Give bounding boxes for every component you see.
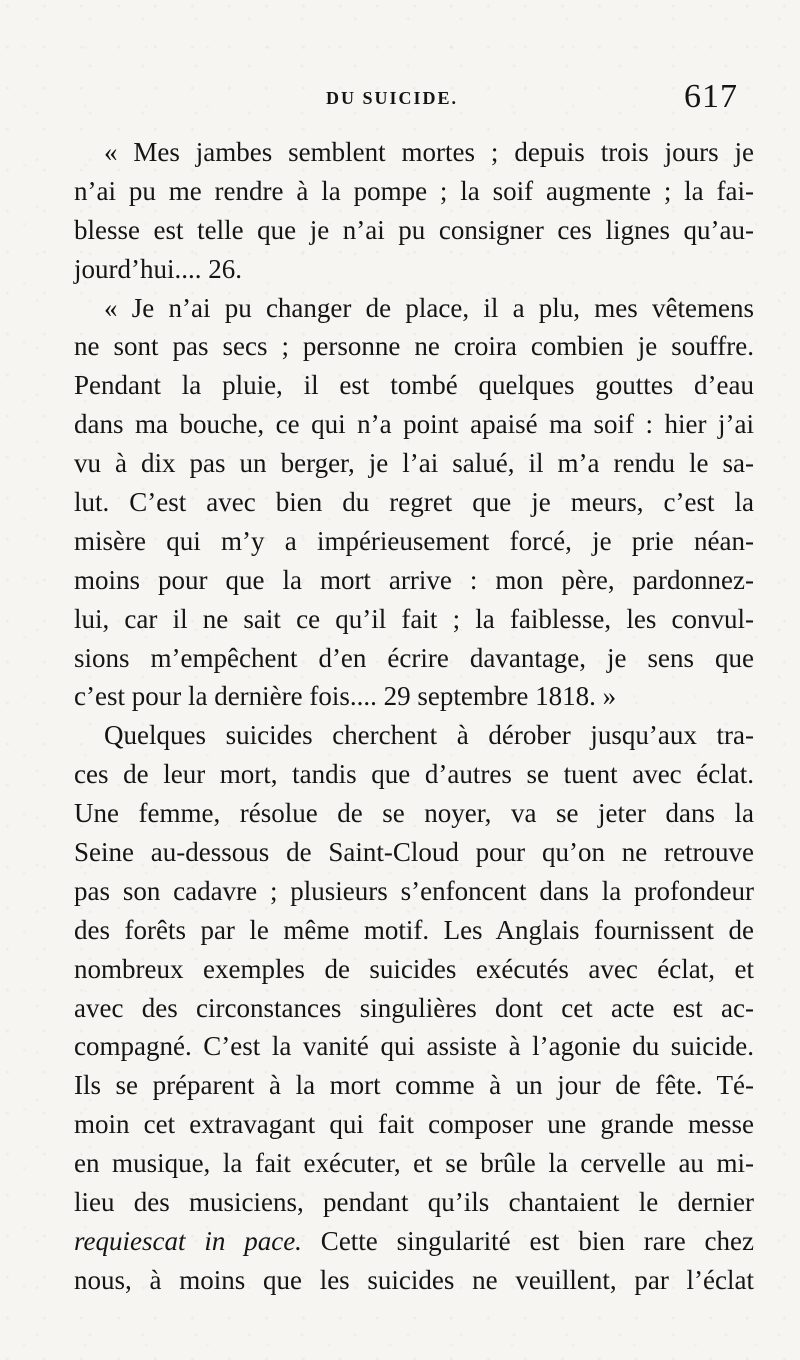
italic-phrase: requiescat in pace.	[74, 1225, 302, 1256]
text-line: lieu des musiciens, pendant qu’ils chantaient le dernier	[74, 1187, 754, 1218]
text-line: avec des circonstances singulières dont cet acte est ac-	[74, 992, 754, 1023]
text-line: en musique, la fait exécuter, et se brûle la cervelle au mi-	[74, 1148, 754, 1179]
page-header	[0, 78, 800, 118]
text-line: Quelques suicides cherchent à dérober jusqu’aux tra-	[104, 720, 754, 751]
text-line: ces de leur mort, tandis que d’autres se tuent avec éclat.	[74, 759, 754, 790]
text-line: lui, car il ne sait ce qu’il fait ; la faiblesse, les convul-	[74, 603, 754, 634]
page-number: 617	[684, 78, 738, 115]
text-line: c’est pour la dernière fois.... 29 septembre 1818. »	[74, 681, 617, 712]
text-line: Ils se préparent à la mort comme à un jour de fête. Té-	[74, 1070, 754, 1101]
text-line: lut. C’est avec bien du regret que je meurs, c’est la	[74, 487, 754, 518]
text-line: compagné. C’est la vanité qui assiste à l’agonie du suicide.	[74, 1031, 754, 1062]
text-line: moins pour que la mort arrive : mon père, pardonnez-	[74, 564, 754, 595]
text-line: n’ai pu me rendre à la pompe ; la soif augmente ; la fai-	[74, 175, 754, 206]
text-line: Seine au-dessous de Saint-Cloud pour qu’on ne retrouve	[74, 837, 754, 868]
text-line: blesse est telle que je n’ai pu consigner ces lignes qu’au-	[74, 214, 754, 245]
text-line: nous, à moins que les suicides ne veuillent, par l’éclat	[74, 1264, 754, 1295]
text-line: ne sont pas secs ; personne ne croira combien je souffre.	[74, 331, 754, 362]
text-line: « Je n’ai pu changer de place, il a plu, mes vêtemens	[104, 292, 754, 323]
page-text	[74, 133, 754, 1300]
running-title: DU SUICIDE.	[326, 88, 459, 108]
text-line: pas son cadavre ; plusieurs s’enfoncent dans la profondeur	[74, 875, 754, 906]
text-line: sions m’empêchent d’en écrire davantage, je sens que	[74, 642, 754, 673]
text-line: des forêts par le même motif. Les Anglais fournissent de	[74, 914, 754, 945]
text-line: moin cet extravagant qui fait composer une grande messe	[74, 1109, 754, 1140]
text-line: Pendant la pluie, il est tombé quelques gouttes d’eau	[74, 370, 754, 401]
text-line: misère qui m’y a impérieusement forcé, je prie néan-	[74, 525, 754, 556]
text-line-rest: Cette singularité est bien rare chez	[301, 1225, 754, 1256]
text-line: jourd’hui.... 26.	[74, 253, 242, 284]
text-line: nombreux exemples de suicides exécutés avec éclat, et	[74, 953, 754, 984]
text-line: dans ma bouche, ce qui n’a point apaisé ma soif : hier j’ai	[74, 409, 754, 440]
text-line-with-italic	[74, 1222, 754, 1261]
text-line: Une femme, résolue de se noyer, va se jeter dans la	[74, 798, 754, 829]
text-line: vu à dix pas un berger, je l’ai salué, il m’a rendu le sa-	[74, 448, 754, 479]
text-line: « Mes jambes semblent mortes ; depuis trois jours je	[104, 137, 754, 167]
